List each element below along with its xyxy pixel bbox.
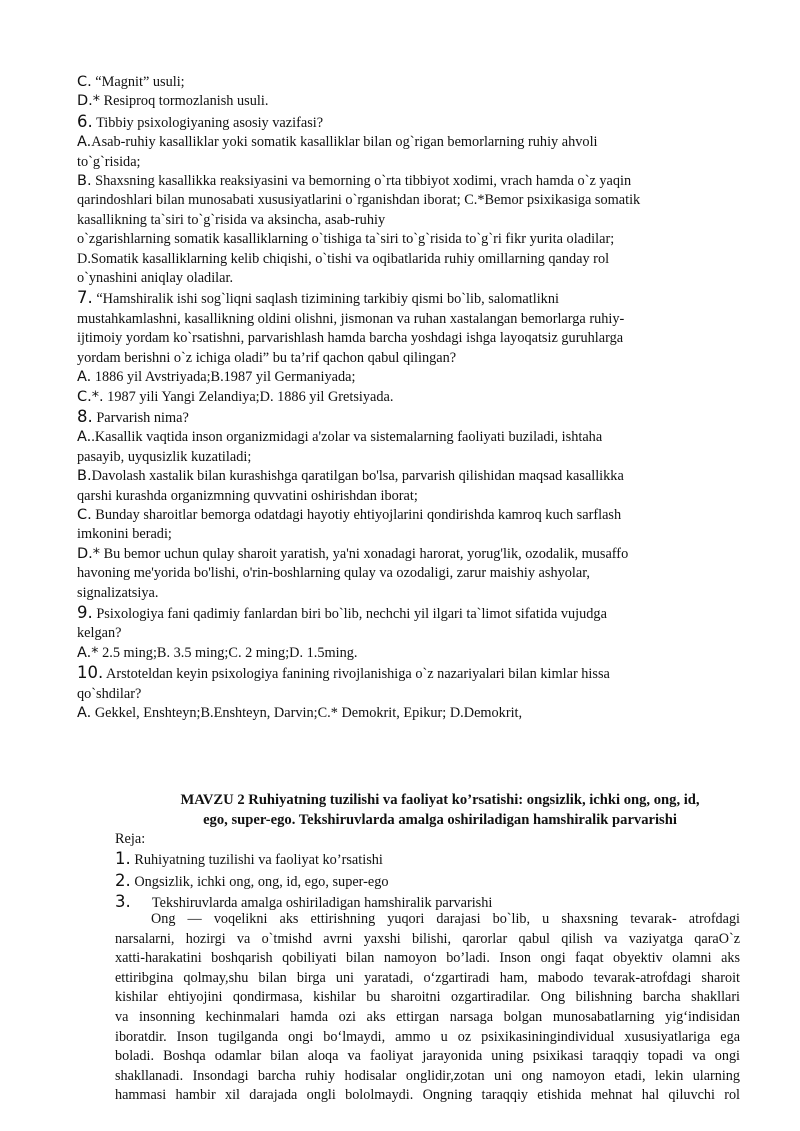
plan-item-2: 2. Ongsizlik, ichki ong, ong, id, ego, super-ego bbox=[115, 870, 389, 890]
plan-section bbox=[115, 830, 755, 914]
question-9: 9. Psixologiya fani qadimiy fanlardan biri bo`lib, nechchi yil ilgari ta`limot sifatida vujudga bbox=[77, 602, 607, 622]
question-8: 8. Parvarish nima? bbox=[77, 406, 189, 426]
option-c: C. “Magnit” usuli; bbox=[77, 74, 185, 90]
q6-text-line: o`zgarishlarning somatik kasalliklarning o`tishiga ta`siri to`g`risida to`g`ri fikr yurita oladilar; bbox=[77, 231, 615, 248]
question-7: 7. “Hamshiralik ishi sog`liqni saqlash tizimining tarkibiy qismi bo`lib, salomatlikni bbox=[77, 288, 559, 308]
q6-text-line: kasallikning ta`siri to`g`risida va aksincha, asab-ruhiy bbox=[77, 211, 386, 228]
q8-text-line: pasayib, uyqusizlik kuzatiladi; bbox=[77, 448, 252, 465]
q6-text-line: qarindoshlari bilan munosabati xususiyatlarini o`rganishdan iborat; C.*Bemor psixikasiga somatik bbox=[77, 192, 641, 209]
q7-option-c: C.*. 1987 yili Yangi Zelandiya;D. 1886 yil Gretsiyada. bbox=[77, 388, 394, 405]
question-6: 6. Tibbiy psixologiyaning asosiy vazifasi? bbox=[77, 111, 324, 131]
paragraph-line: narsalarni, hozirgi va o`tmishd avrni yaxshi bilishi, qarorlar qabul qilish va vaziyatga qaraO`z bbox=[115, 930, 740, 947]
paragraph-line: iboratdir. Inson tugilganda ongi bo‘lmaydi, ammo u oz psixikasiningindividual xususiyatlariga ega bbox=[115, 1028, 740, 1045]
question-10: 10. Arstoteldan keyin psixologiya fanining rivojlanishiga o`z nazariyalari bilan kimlar hissa bbox=[77, 663, 610, 683]
q8-option-c: C. Bunday sharoitlar bemorga odatdagi hayotiy ehtiyojlarini qondirishda kamroq kuch sarflash bbox=[77, 506, 622, 523]
q6-option-a: A.Asab-ruhiy kasalliklar yoki somatik kasalliklar bilan og`rigan bemorlarning ruhiy ahvoli bbox=[77, 134, 598, 151]
q8-text-line: qarshi kurashda organizmning quvvatini oshirishdan iborat; bbox=[77, 487, 418, 504]
q10-text-line: qo`shdilar? bbox=[77, 685, 142, 702]
body-paragraph bbox=[115, 910, 740, 1106]
q8-option-d: D.* Bu bemor uchun qulay sharoit yaratish, ya'ni xonadagi harorat, yorug'lik, ozodalik, musaffo bbox=[77, 545, 629, 562]
q7-text-line: ijtimoiy yordam ko`rsatishni, parvarishlash hamda barcha yoshdagi ishga layoqatsiz guruhlarga bbox=[77, 330, 624, 347]
paragraph-line: Ong — voqelikni aks ettirishning yuqori darajasi bo`lib, u shaxsning tevarak- atrofdagi bbox=[151, 911, 740, 927]
topic-heading-line: ego, super-ego. Tekshiruvlarda amalga oshiriladigan hamshiralik parvarishi bbox=[203, 811, 677, 828]
q7-option-a: A. 1886 yil Avstriyada;B.1987 yil Germaniyada; bbox=[77, 369, 356, 386]
topic-heading-line: MAVZU 2 Ruhiyatning tuzilishi va faoliyat ko’rsatishi: ongsizlik, ichki ong, ong, id, bbox=[180, 792, 700, 808]
paragraph-line: xatti-harakatini boshqarish qobiliyati bilan namoyon bo’ladi. Inson ongi faqat obyektiv olamni aks bbox=[115, 950, 740, 967]
q6-text-line: to`g`risida; bbox=[77, 153, 141, 170]
plan-label: Reja: bbox=[115, 831, 146, 847]
paragraph-line: hammasi hambir xil darajada ongli bololmaydi. Ongning taraqqiy etishida mehnat hal qiluvchi rol bbox=[115, 1087, 740, 1104]
q7-text-line: mustahkamlashni, kasallikning oldini olishni, jismonan va ruhan xastalangan bemorlarga ruhiy- bbox=[77, 310, 625, 327]
q8-option-a: A..Kasallik vaqtida inson organizmidagi a'zolar va sistemalarning faoliyati buziladi, ishtaha bbox=[77, 429, 603, 446]
paragraph-line: va insonning kechinmalari hamda ozi aks ettirgan narsaga bolgan munosabatlarning yig‘indisidan bbox=[115, 1008, 740, 1025]
q6-text-line: D.Somatik kasalliklarning kelib chiqishi, o`tishi va oqibatlarida ruhiy omillarning qanday rol bbox=[77, 250, 610, 267]
plan-item-1: 1. Ruhiyatning tuzilishi va faoliyat ko’rsatishi bbox=[115, 849, 383, 869]
paragraph-line: shakllanadi. Insondagi barcha ruhiy hodisalar onglidir,zotan uni ong namoyon etadi, lekin ularning bbox=[115, 1067, 740, 1084]
q6-option-b: B. Shaxsning kasallikka reaksiyasini va bemorning o`rta tibbiyot xodimi, vrach hamda o`z yaqin bbox=[77, 173, 632, 190]
q8-text-line: signalizatsiya. bbox=[77, 584, 159, 601]
plan-item-3: 3. Tekshiruvlarda amalga oshiriladigan hamshiralik parvarishi bbox=[115, 892, 493, 912]
q10-option-a: A. Gekkel, Enshteyn;B.Enshteyn, Darvin;C.* Demokrit, Epikur; D.Demokrit, bbox=[77, 705, 523, 721]
q7-text-line: yordam berishni o`z ichiga oladi” bu ta’rif qachon qabul qilingan? bbox=[77, 349, 457, 366]
option-d: D.* Resiproq tormozlanish usuli. bbox=[77, 93, 269, 110]
q8-text-line: imkonini beradi; bbox=[77, 526, 172, 543]
paragraph-line: boladi. Boshqa odamlar bilan aloqa va faoliyat jarayonida uning psixikasi taraqqiy topadi va ongi bbox=[115, 1048, 740, 1065]
q8-option-b: B.Davolash xastalik bilan kurashishga qaratilgan bo'lsa, parvarish qilishidan maqsad kasallikka bbox=[77, 468, 624, 485]
q8-text-line: havoning me'yorida bo'lishi, o'rin-boshlarning qulay va ozodaligi, zarur maishiy ashyolar, bbox=[77, 565, 590, 582]
q6-text-line: o`ynashini aniqlay oladilar. bbox=[77, 270, 234, 287]
q9-option-a: A.* 2.5 ming;B. 3.5 ming;C. 2 ming;D. 1.5ming. bbox=[77, 644, 358, 661]
paragraph-line: kishilar ehtiyojini qondirmasa, kishilar bu sharoitni ozgartiradilar. Ong bilishning barcha shakllari bbox=[115, 989, 740, 1006]
q9-text-line: kelgan? bbox=[77, 625, 122, 642]
question-block bbox=[77, 73, 727, 723]
paragraph-line: ettiribgina qolmay,shu bilan birga uni yaratadi, o‘zgartiradi ham, mabodo tevarak-atrofdagi sharoit bbox=[115, 969, 740, 986]
topic-heading bbox=[140, 791, 740, 830]
